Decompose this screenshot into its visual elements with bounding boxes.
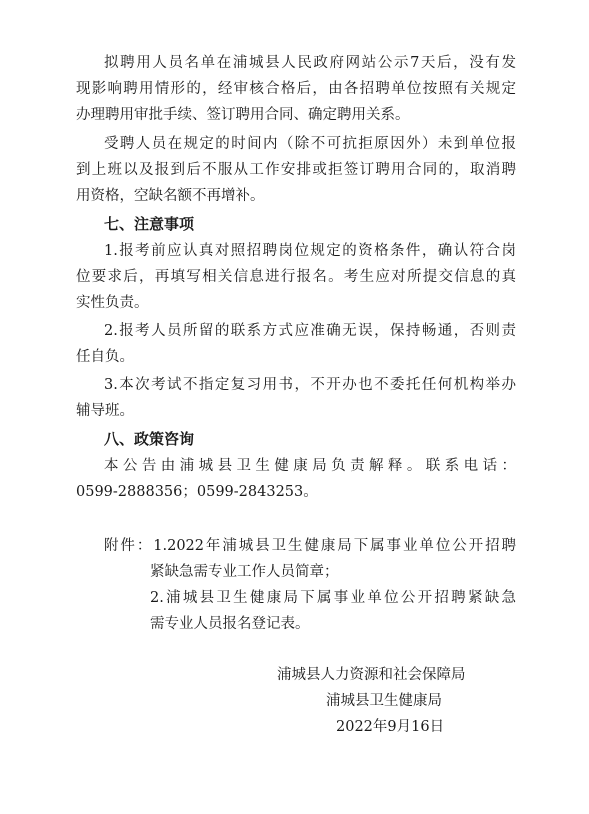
paragraph-line: 用资格，空缺名额不再增补。	[76, 188, 265, 204]
paragraph-line: 位要求后，再填写相关信息进行报名。考生应对所提交信息的真	[76, 269, 516, 285]
paragraph-line: 2.报考人员所留的联系方式应准确无误，保持畅通，否则责	[104, 323, 516, 339]
signature-org-hr: 浦城县人力资源和社会保障局	[277, 667, 466, 683]
paragraph-line: 现影响聘用情形的，经审核合格后，由各招聘单位按照有关规定	[76, 81, 516, 97]
paragraph-line: 实性负责。	[76, 295, 149, 311]
paragraph-line: 办理聘用审批手续、签订聘用合同、确定聘用关系。	[76, 107, 410, 123]
paragraph-line: 辅导班。	[76, 403, 134, 419]
annex-line: 紧缺急需专业工作人员简章；	[150, 564, 339, 580]
paragraph-line: 任自负。	[76, 349, 134, 365]
signature-org-health: 浦城县卫生健康局	[326, 693, 442, 709]
annex-line: 附件：1.2022年浦城县卫生健康局下属事业单位公开招聘	[104, 538, 516, 554]
section-heading-consult: 八、政策咨询	[104, 430, 195, 448]
paragraph-line: 1.报考前应认真对照招聘岗位规定的资格条件，确认符合岗	[104, 243, 516, 259]
annex-line: 2.浦城县卫生健康局下属事业单位公开招聘紧缺急	[150, 590, 516, 606]
paragraph-line: 到上班以及报到后不服从工作安排或拒签订聘用合同的，取消聘	[76, 162, 516, 178]
signature-date: 2022年9月16日	[336, 719, 445, 735]
paragraph-line: 拟聘用人员名单在浦城县人民政府网站公示7天后，没有发	[104, 55, 516, 71]
paragraph-line: 本公告由浦城县卫生健康局负责解释。联系电话：	[104, 458, 516, 474]
contact-phone-line: 0599-2888356；0599-2843253。	[76, 484, 318, 500]
annex-line: 需专业人员报名登记表。	[150, 616, 310, 632]
paragraph-line: 受聘人员在规定的时间内（除不可抗拒原因外）未到单位报	[104, 136, 516, 152]
section-heading-notes: 七、注意事项	[104, 215, 195, 233]
paragraph-line: 3.本次考试不指定复习用书，不开办也不委托任何机构举办	[104, 377, 516, 393]
